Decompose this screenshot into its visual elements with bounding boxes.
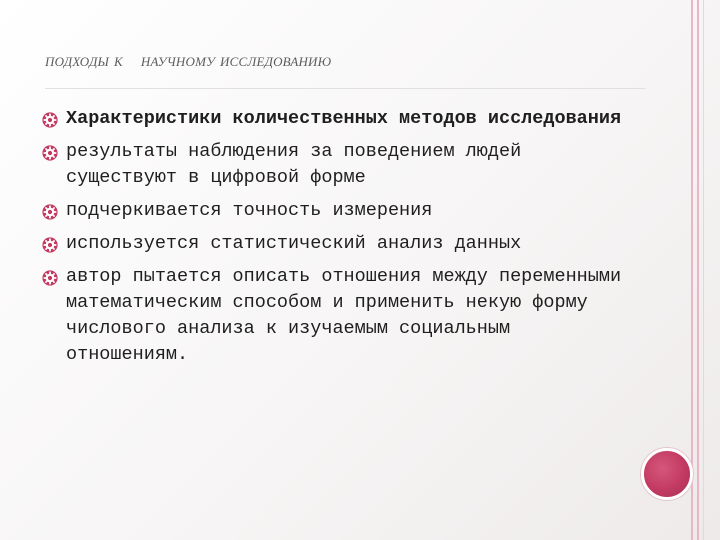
decorative-rule xyxy=(697,0,699,540)
decorative-rule xyxy=(703,0,704,540)
bullet-item xyxy=(42,264,642,368)
bullet-item xyxy=(42,198,642,224)
bullet-text: Характеристики количественных методов исследования xyxy=(66,108,622,129)
gear-icon xyxy=(42,204,58,220)
gear-icon xyxy=(42,237,58,253)
bullet-text: используется статистический анализ данных xyxy=(66,233,522,254)
bullet-text: автор пытается описать отношения между переменными математическим способом и применить некую форму числового анализа к изучаемым социальным отношениям. xyxy=(66,266,622,365)
title-part: научному исследованию xyxy=(140,50,332,71)
decorative-circle xyxy=(641,448,693,500)
gear-icon xyxy=(42,112,58,128)
bullet-text: результаты наблюдения за поведением людей существуют в цифровой форме xyxy=(66,141,522,188)
bullet-list xyxy=(42,106,642,368)
decorative-rule xyxy=(691,0,693,540)
gear-icon xyxy=(42,145,58,161)
bullet-text: подчеркивается точность измерения xyxy=(66,200,433,221)
gear-icon xyxy=(42,270,58,286)
title-part: подходы к xyxy=(45,50,123,71)
bullet-item xyxy=(42,139,642,191)
slide-title xyxy=(45,50,665,72)
bullet-item xyxy=(42,106,642,132)
bullet-item xyxy=(42,231,642,257)
title-divider xyxy=(45,88,645,89)
